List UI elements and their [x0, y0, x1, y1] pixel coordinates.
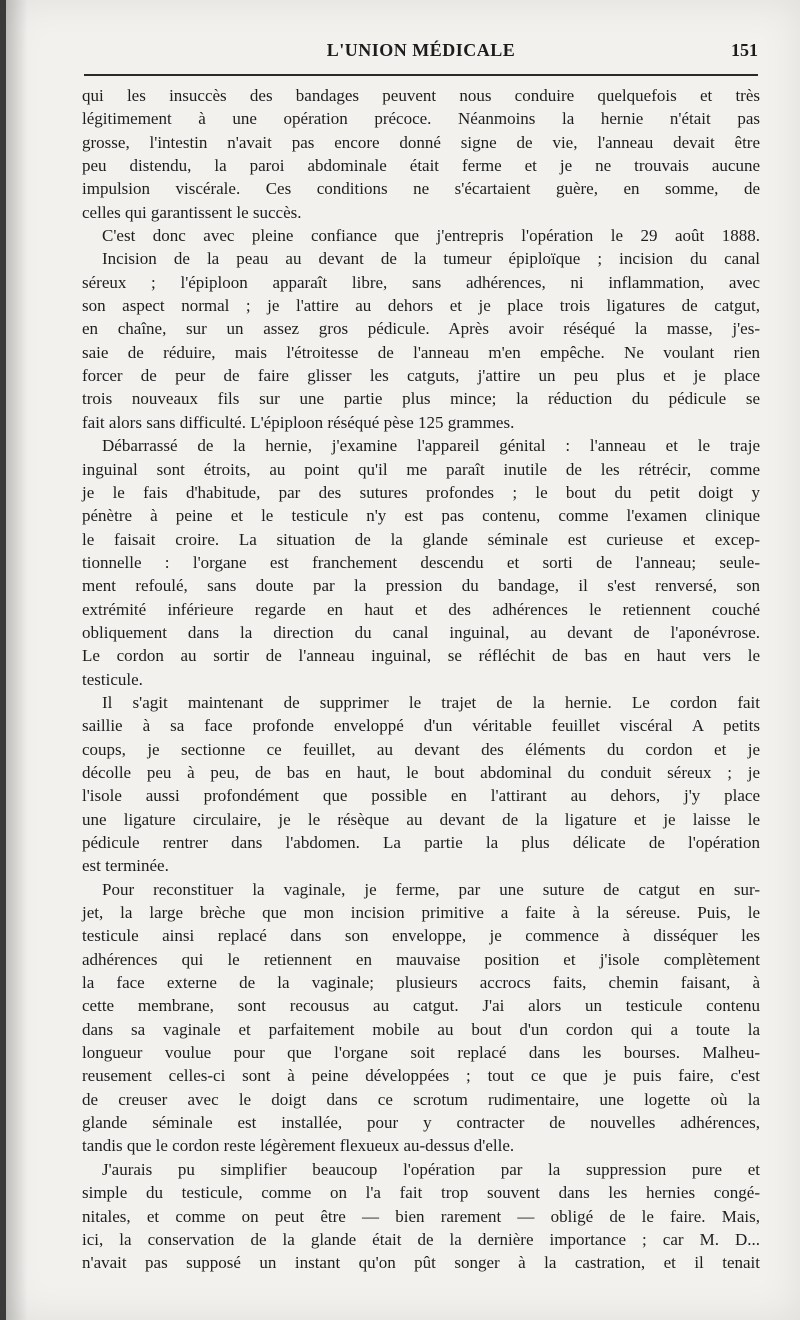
page-number: 151: [731, 40, 758, 60]
text-line: peu distendu, la paroi abdominale était ferme et je ne trouvais aucune: [82, 156, 760, 176]
text-line: Pour reconstituer la vaginale, je ferme, par une suture de catgut en sur-: [102, 879, 760, 899]
text-line: trois nouveaux fils sur une partie plus mince; la réduction du pédicule se: [82, 389, 760, 409]
text-line: inguinal sont étroits, au point qu'il me paraît inutile de les rétrécir, comme: [82, 459, 760, 479]
text-line: je le fais d'habitude, par des sutures profondes ; le bout du petit doigt y: [82, 482, 760, 502]
text-line: longueur voulue pour que l'organe soit replacé dans les bourses. Malheu-: [82, 1043, 760, 1063]
text-line: cette membrane, sont recousus au catgut. J'ai alors un testicule contenu: [82, 996, 760, 1016]
binding-shadow: [6, 0, 28, 1320]
text-line: séreux ; l'épiploon apparaît libre, sans adhérences, ni inflammation, avec: [82, 272, 760, 292]
text-line: dans sa vaginale et parfaitement mobile au bout d'un cordon qui a toute la: [82, 1019, 760, 1039]
text-line: grosse, l'intestin n'avait pas encore donné signe de vie, l'anneau devait être: [82, 132, 760, 152]
text-line: Débarrassé de la hernie, j'examine l'appareil génital : l'anneau et le traje: [102, 436, 760, 456]
text-line: saillie à sa face profonde enveloppé d'un véritable feuillet viscéral A petits: [82, 716, 760, 736]
text-line: n'avait pas supposé un instant qu'on pût songer à la castration, et il tenait: [82, 1253, 760, 1273]
text-line: son aspect normal ; je l'attire au dehors et je place trois ligatures de catgut,: [82, 296, 760, 316]
text-line: testicule ainsi replacé dans son enveloppe, je commence à disséquer les: [82, 926, 760, 946]
text-line: décolle peu à peu, de bas en haut, le bout abdominal du conduit séreux ; je: [82, 762, 760, 782]
text-line: Il s'agit maintenant de supprimer le trajet de la hernie. Le cordon fait: [102, 692, 760, 712]
text-line: extrémité inférieure regarde en haut et des adhérences le retiennent couché: [82, 599, 760, 619]
header-rule: [84, 74, 758, 76]
text-line: qui les insuccès des bandages peuvent nous conduire quelquefois et très: [82, 86, 760, 105]
body-text: [82, 84, 760, 1275]
text-line: reusement celles-ci sont à peine développées ; tout ce que je puis faire, c'est: [82, 1066, 760, 1086]
text-line: de creuser avec le doigt dans ce scrotum rudimentaire, une logette où la: [82, 1089, 760, 1109]
text-line: une ligature circulaire, je le résèque au devant de la ligature et je laisse le: [82, 809, 760, 829]
text-line: celles qui garantissent le succès.: [82, 202, 302, 222]
text-line: ment refoulé, sans doute par la pression du bandage, il s'est renversé, son: [82, 576, 760, 596]
text-line: jet, la large brèche que mon incision primitive a faite à la séreuse. Puis, le: [82, 903, 760, 923]
text-line: C'est donc avec pleine confiance que j'entrepris l'opération le 29 août 1888.: [102, 226, 760, 246]
running-title: L'UNION MÉDICALE: [326, 40, 516, 60]
text-line: tandis que le cordon reste légèrement flexueux au-dessus d'elle.: [82, 1136, 515, 1156]
text-line: fait alors sans difficulté. L'épiploon réséqué pèse 125 grammes.: [82, 412, 515, 432]
book-page: [6, 0, 800, 1320]
text-line: ici, la conservation de la glande était de la dernière importance ; car M. D...: [82, 1229, 760, 1249]
text-line: adhérences qui le retiennent en mauvaise position et j'isole complètement: [82, 949, 760, 969]
text-line: Incision de la peau au devant de la tumeur épiploïque ; incision du canal: [102, 249, 760, 269]
text-line: glande séminale est installée, pour y contracter de nouvelles adhérences,: [82, 1113, 760, 1133]
text-line: pédicule rentrer dans l'abdomen. La partie la plus délicate de l'opération: [82, 833, 760, 852]
text-line: nitales, et comme on peut être — bien rarement — obligé de le faire. Mais,: [82, 1206, 760, 1226]
text-line: la face externe de la vaginale; plusieurs accrocs faits, chemin faisant, à: [82, 973, 760, 993]
text-line: simple du testicule, comme on l'a fait trop souvent dans les hernies congé-: [82, 1183, 760, 1203]
text-line: J'aurais pu simplifier beaucoup l'opération par la suppression pure et: [102, 1159, 760, 1179]
text-line: forcer de peur de faire glisser les catguts, j'attire un peu plus et je place: [82, 366, 760, 386]
page-header: [84, 40, 758, 74]
text-line: obliquement dans la direction du canal inguinal, au devant de l'aponévrose.: [82, 622, 760, 642]
text-line: tionnelle : l'organe est franchement descendu et sorti de l'anneau; seule-: [82, 552, 760, 572]
text-line: pénètre à peine et le testicule n'y est pas contenu, comme l'examen clinique: [82, 506, 760, 526]
text-line: testicule.: [82, 669, 143, 689]
text-line: est terminée.: [82, 856, 169, 876]
text-line: Le cordon au sortir de l'anneau inguinal, se réfléchit de bas en haut vers le: [82, 646, 760, 666]
text-line: le faisait croire. La situation de la glande séminale est curieuse et excep-: [82, 529, 760, 549]
text-line: l'isole aussi profondément que possible en l'attirant au dehors, j'y place: [82, 786, 760, 806]
text-line: impulsion viscérale. Ces conditions ne s'écartaient guère, en somme, de: [82, 179, 760, 199]
text-line: saie de réduire, mais l'étroitesse de l'anneau m'en empêche. Ne voulant rien: [82, 342, 760, 362]
text-line: légitimement à une opération précoce. Néanmoins la hernie n'était pas: [82, 109, 760, 129]
text-line: en chaîne, sur un assez gros pédicule. Après avoir réséqué la masse, j'es-: [82, 319, 760, 339]
text-line: coups, je sectionne ce feuillet, au devant des éléments du cordon et je: [82, 739, 760, 759]
